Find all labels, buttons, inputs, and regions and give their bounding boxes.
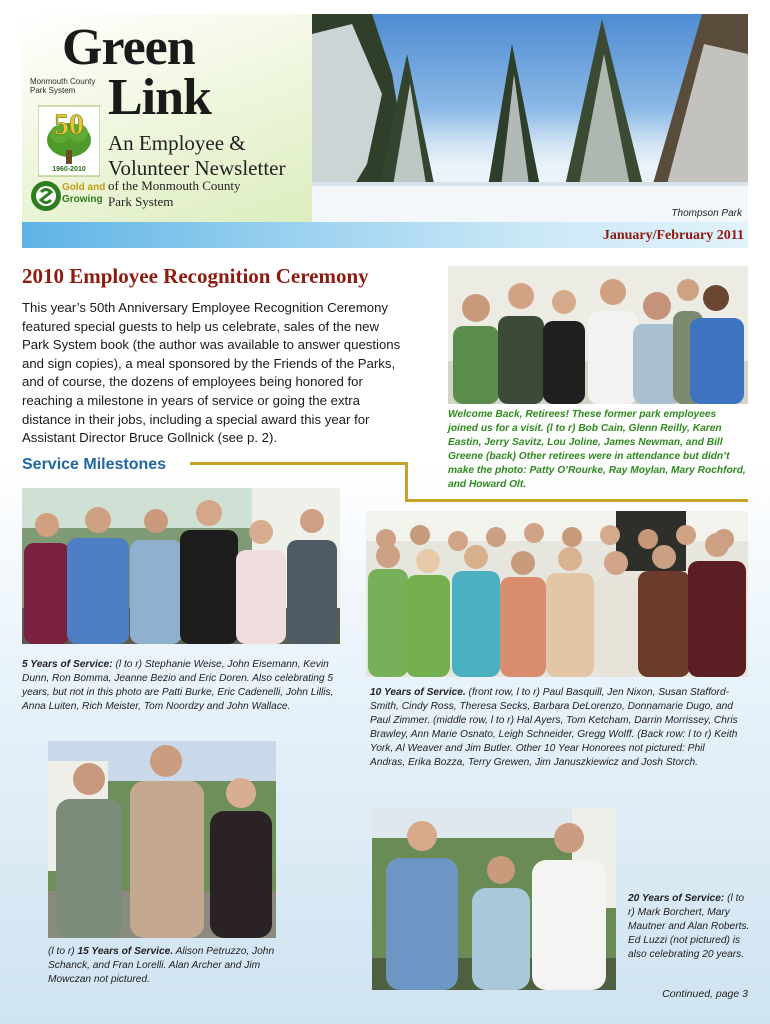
ten-years-caption-lead: 10 Years of Service.: [370, 687, 466, 698]
newsletter-title-link: Link: [108, 69, 211, 126]
retirees-caption-rest: (l to r) Bob Cain, Glenn Reilly, Karen Eastin, Jerry Savitz, Lou Joline, James Newman, and Bill Greene (back) Other retirees were in attendance but didn’t make the photo: Patty O’Rourke, Ray Moylan, Mary Rochford, and Howard Olt.: [448, 423, 746, 490]
five-years-caption-rest: (l to r) Stephanie Weise, John Eisemann, Kevin Dunn, Ron Bomma, Jeanne Bezio and Eric Doren. Also celebrating 5 years, but not in this photo are Patti Burke, Eric Cadenelli, John Lillis, Anna Luiten, Rich Meister, Tom Noordzy and John Wallace.: [22, 659, 334, 712]
ten-years-caption-rest: (front row, l to r) Paul Basquill, Jen Nixon, Susan Stafford-Smith, Cindy Ross, Theresa Secks, Barbara DeLorenzo, Donnamarie Dugo, and Paul Zimmer. (middle row, l to r) Hal Ayers, Tom Ketcham, Darrin Morrissey, Chris Brawley, Ann Marie Osnato, Leigh Schneider, Gregg Wolff. (Back row: l to r) Keith York, Al Weaver and Jim Butler. Other 10 Year Honorees not pictured: Phil Andras, Erika Bozza, Terry Grewen, Jim Januszkiewicz and Josh Storch.: [370, 687, 738, 768]
gold-rule: [405, 462, 408, 502]
subtitle-line3: of the Monmouth County: [108, 178, 241, 193]
org-label-line1: Monmouth County: [30, 77, 96, 86]
fifteen-years-caption-rest: Alison Petruzzo, John Schanck, and Fran Lorelli. Alan Archer and Jim Mowczan not pictured.: [48, 946, 275, 985]
five-years-caption-lead: 5 Years of Service:: [22, 659, 113, 670]
fifteen-years-caption-lead: 15 Years of Service.: [77, 946, 174, 957]
newsletter-org: [108, 178, 241, 210]
retirees-photo: [448, 266, 748, 404]
twenty-years-caption-rest: (l to r) Mark Borchert, Mary Mautner and Alan Roberts. Ed Luzzi (not pictured) is also celebrating 20 years.: [628, 893, 750, 960]
org-label: [30, 77, 96, 99]
subtitle-line4: Park System: [108, 194, 174, 209]
retirees-caption-lead: Welcome Back, Retirees! These former park employees joined us for a visit.: [448, 409, 717, 434]
ten-years-photo: [366, 511, 748, 677]
fifteen-years-photo: [48, 741, 276, 938]
article-title: 2010 Employee Recognition Ceremony: [22, 264, 369, 288]
tagline-growing: Growing: [62, 194, 103, 205]
gold-and-growing-tagline: [62, 182, 105, 206]
twenty-years-photo: [372, 808, 616, 990]
logo-years: 1960-2010: [52, 166, 86, 173]
gold-rule: [190, 462, 406, 465]
gold-rule: [405, 499, 748, 502]
retirees-caption: [448, 408, 748, 492]
org-label-line2: Park System: [30, 86, 76, 95]
park-system-seal-icon: [30, 180, 62, 212]
subtitle-line2: Volunteer Newsletter: [108, 156, 286, 180]
five-years-caption: [22, 658, 342, 714]
fifteen-years-caption-pre: (l to r): [48, 946, 78, 957]
tagline-gold: Gold and: [62, 182, 106, 193]
anniversary-logo: [38, 102, 100, 180]
logo-number: 50: [54, 108, 84, 141]
article-body: This year’s 50th Anniversary Employee Recognition Ceremony featured special guests to help us celebrate, sales of the new Park System book (the author was available to answer questions and sign copies), a meal sponsored by the Friends of the Parks, and of course, the dozens of employees being honored for reaching a milestone in years of service or going the extra distance in their jobs, including a special award this year for Assistant Director Bruce Gollnick (see p. 2).: [22, 300, 401, 446]
five-years-photo: [22, 488, 340, 644]
twenty-years-caption-lead: 20 Years of Service:: [628, 893, 725, 904]
issue-date: January/February 2011: [602, 228, 744, 243]
masthead-photo-caption: Thompson Park: [671, 208, 742, 219]
masthead-snow-photo: [312, 14, 748, 222]
ten-years-caption: [370, 686, 742, 770]
service-milestones-heading: Service Milestones: [22, 456, 167, 473]
twenty-years-caption: [628, 892, 752, 962]
newsletter-subtitle: [108, 131, 285, 181]
newsletter-title-green: Green: [62, 19, 195, 76]
subtitle-line1: An Employee &: [108, 131, 246, 155]
continued-link[interactable]: Continued, page 3: [662, 988, 748, 1000]
fifteen-years-caption: [48, 945, 283, 987]
